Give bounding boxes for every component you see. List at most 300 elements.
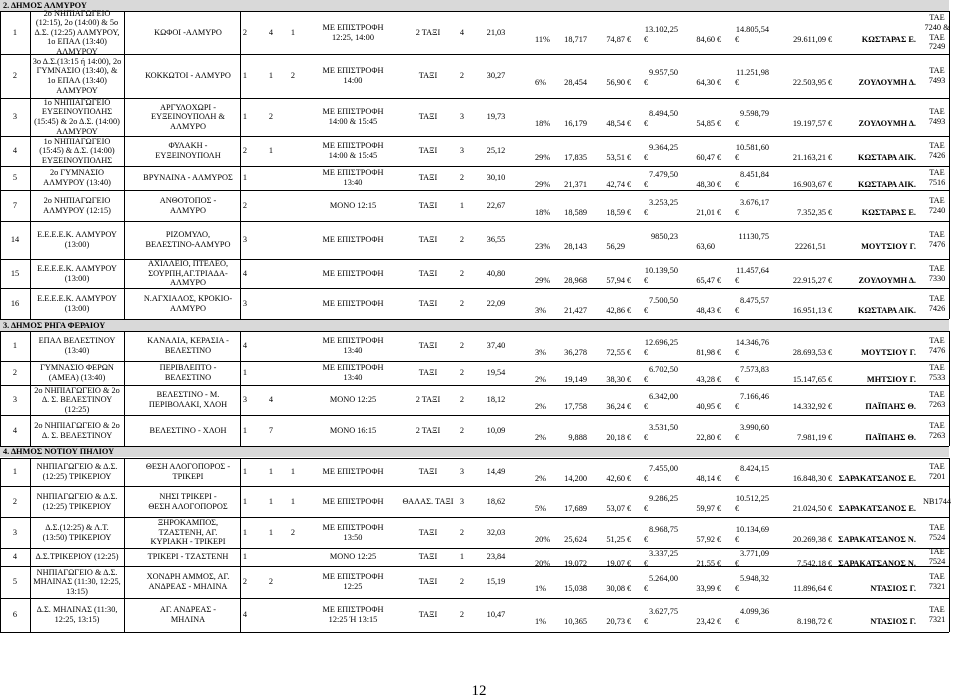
- annual-cost: 12.696,25: [644, 338, 678, 347]
- annual-with-vat: 10.512,25: [735, 493, 769, 503]
- annual-with-vat: 9.598,79: [739, 109, 769, 118]
- kilometers: 40,80: [486, 268, 506, 278]
- row-divider: [0, 54, 949, 55]
- euro-sign: €: [828, 119, 833, 128]
- daily-vat: 63,60: [696, 242, 715, 251]
- annual-with-vat: 14.805,54: [735, 24, 769, 34]
- daily-cost: 36,24: [606, 402, 625, 411]
- row-divider: [0, 190, 949, 191]
- euro-sign: €: [717, 584, 722, 593]
- euro-sign: €: [644, 78, 649, 87]
- annual-cost: 6.702,50: [648, 365, 678, 374]
- row-number: 5: [12, 577, 18, 587]
- total-cost: 22261,51: [794, 242, 826, 251]
- euro-sign: €: [828, 432, 833, 442]
- euro-sign: €: [735, 34, 740, 44]
- route-name: ΞΗΡΟΚΑΜΠΟΣ,: [157, 518, 219, 528]
- row-number: 3: [12, 527, 18, 537]
- kilometers: 37,40: [486, 341, 506, 351]
- euro-sign: €: [717, 432, 722, 442]
- total-cost: 29.611,09: [793, 34, 826, 44]
- annual-with-vat: 8.475,57: [739, 295, 769, 305]
- taxi-plate: ΤΑΕ: [929, 420, 945, 430]
- daily-vat: 65,47: [696, 275, 715, 285]
- annual-with-vat: 7.166,46: [739, 392, 769, 401]
- total-cost: 16.848,30: [792, 474, 826, 483]
- schedule: 13:40: [343, 178, 363, 187]
- euro-sign: €: [735, 432, 740, 442]
- taxi-plate: ΤΑΕ: [929, 363, 945, 373]
- schedule: 14:00: [343, 76, 363, 85]
- row-number: 4: [12, 425, 18, 435]
- vehicle-type: ΤΑΞΙ: [418, 112, 438, 122]
- daily-vat: 59,97: [696, 503, 715, 513]
- school-name: (13:00): [64, 240, 90, 249]
- count-a: 3: [242, 395, 248, 405]
- euro-sign: €: [717, 375, 722, 384]
- school-name: 2ο ΓΥΜΝΑΣΙΟ: [49, 168, 105, 178]
- discount-percent: 2%: [535, 474, 547, 483]
- euro-sign: €: [735, 153, 740, 162]
- taxi-plate: ΤΑΕ: [929, 336, 945, 346]
- route-name: ΑΓ. ΑΝΔΡΕΑΣ -: [159, 605, 217, 615]
- route-name: ΑΝΔΡΕΑΣ - ΜΗΛΙΝΑ: [148, 582, 228, 591]
- price-per-km: 17,835: [564, 153, 587, 162]
- euro-sign: €: [627, 305, 632, 315]
- route-name: ΝΗΣΙ ΤΡΙΚΕΡΙ -: [159, 491, 217, 501]
- taxi-plate: 7426: [928, 303, 946, 313]
- school-name: 1ο ΝΗΠΙΑΓΩΓΕΙΟ: [43, 97, 111, 107]
- count-c: 2: [290, 71, 296, 81]
- daily-vat: 23,42: [696, 617, 715, 626]
- schedule: 14:00 & 15:45: [328, 117, 378, 126]
- discount-percent: 3%: [535, 305, 547, 315]
- annual-with-vat: 3.990,60: [739, 422, 769, 432]
- trips: 3: [459, 112, 465, 122]
- taxi-plate: ΤΑΕ: [929, 168, 945, 178]
- section-header: [0, 0, 949, 11]
- taxi-plate: ΤΑΕ: [929, 572, 945, 582]
- euro-sign: €: [644, 348, 649, 357]
- euro-sign: €: [735, 348, 740, 357]
- discount-percent: 29%: [535, 153, 551, 162]
- count-c: 1: [290, 467, 296, 477]
- euro-sign: €: [627, 119, 632, 128]
- trips: 1: [459, 552, 465, 562]
- total-cost: 11.896,64: [793, 584, 826, 593]
- contractor-name: ΖΟΥΛΟΥΜΗ Δ.: [858, 78, 916, 87]
- contractor-name: ΖΟΥΛΟΥΜΗ Δ.: [858, 275, 916, 285]
- daily-cost: 30,08: [606, 584, 625, 593]
- route-name: ΒΕΛΕΣΤΙΝΟ-ΑΛΜΥΡΟ: [145, 240, 231, 249]
- kilometers: 30,27: [486, 71, 506, 81]
- schedule: ΜΕ ΕΠΙΣΤΡΟΦΗ: [322, 572, 384, 582]
- contractor-name: ΝΤΑΣΙΟΣ Γ.: [870, 617, 916, 626]
- row-number: 14: [10, 235, 20, 245]
- school-name: Δ. Σ. ΒΕΛΕΣΤΙΝΟΥ: [41, 430, 113, 440]
- annual-with-vat: 10.581,60: [735, 143, 769, 152]
- kilometers: 10,47: [486, 610, 506, 620]
- contractor-name: ΣΑΡΑΚΑΤΣΑΝΟΣ Ε.: [838, 474, 916, 483]
- row-divider: [0, 458, 949, 459]
- kilometers: 18,62: [486, 496, 506, 506]
- schedule: ΜΕ ΕΠΙΣΤΡΟΦΗ: [322, 107, 384, 117]
- vehicle-type: ΤΑΞΙ: [418, 298, 438, 308]
- taxi-plate: ΤΑΕ: [929, 195, 945, 205]
- euro-sign: €: [717, 78, 722, 87]
- euro-sign: €: [735, 375, 740, 384]
- price-per-km: 18,589: [564, 207, 587, 217]
- price-per-km: 15,038: [564, 584, 587, 593]
- discount-percent: 20%: [535, 534, 551, 544]
- taxi-plate: 7493: [928, 117, 946, 126]
- vehicle-type: ΤΑΞΙ: [418, 235, 438, 245]
- count-b: 7: [268, 425, 274, 435]
- vehicle-type: 2 ΤΑΞΙ: [415, 395, 441, 405]
- daily-vat: 21,01: [696, 207, 715, 217]
- column-divider: [0, 458, 1, 632]
- euro-sign: €: [644, 559, 649, 568]
- total-cost: 22.503,95: [792, 78, 826, 87]
- daily-vat: 21,55: [696, 559, 715, 568]
- annual-cost: 7.479,50: [648, 170, 678, 179]
- contractor-name: ΜΟΥΤΣΙΟΥ Γ.: [861, 348, 916, 357]
- euro-sign: €: [644, 207, 649, 217]
- euro-sign: €: [627, 402, 632, 411]
- daily-vat: 81,98: [696, 348, 715, 357]
- annual-with-vat: 11.457,64: [736, 265, 769, 275]
- count-a: 1: [242, 552, 248, 562]
- euro-sign: €: [644, 503, 649, 513]
- euro-sign: €: [828, 305, 833, 315]
- euro-sign: €: [627, 348, 632, 357]
- schedule: ΜΟΝΟ 16:15: [329, 425, 377, 435]
- taxi-plate: ΤΑΕ: [929, 263, 945, 273]
- school-name: ΑΛΜΥΡΟΥ (13:40): [43, 178, 111, 187]
- route-name: ΤΡΙΚΕΡΙ - ΤΖΑΣΤΕΝΗ: [147, 552, 229, 562]
- count-b: 1: [268, 146, 274, 156]
- daily-cost: 20,73: [606, 617, 625, 626]
- euro-sign: €: [828, 559, 833, 568]
- page-number: 12: [471, 683, 487, 699]
- column-divider: [949, 458, 950, 632]
- discount-percent: 6%: [535, 78, 547, 87]
- row-divider: [0, 331, 949, 332]
- row-number: 7: [12, 200, 18, 210]
- annual-cost: 9.364,25: [648, 143, 678, 152]
- school-name: ΕΥΞΕΙΝΟΥΠΟΛΗΣ: [41, 155, 113, 165]
- route-name: ΑΛΜΥΡΟ: [170, 205, 206, 215]
- euro-sign: €: [717, 534, 722, 544]
- annual-with-vat: 5.948,32: [739, 574, 769, 583]
- discount-percent: 2%: [535, 402, 547, 411]
- school-name: (15:45) & Δ.Σ. (14:00): [39, 146, 115, 156]
- trips: 2: [459, 298, 465, 308]
- euro-sign: €: [717, 207, 722, 217]
- euro-sign: €: [735, 305, 740, 315]
- euro-sign: €: [627, 617, 632, 626]
- schedule: ΜΕ ΕΠΙΣΤΡΟΦΗ: [322, 298, 384, 308]
- total-cost: 16.903,67: [792, 180, 826, 189]
- daily-cost: 56,90: [606, 78, 625, 87]
- section-title: 2. ΔΗΜΟΣ ΑΛΜΥΡΟΥ: [3, 1, 87, 10]
- annual-cost: 3.531,50: [648, 422, 678, 432]
- section-title: 3. ΔΗΜΟΣ ΡΗΓΑ ΦΕΡΑΙΟΥ: [3, 321, 106, 330]
- price-per-km: 21,427: [564, 305, 587, 315]
- count-a: 4: [242, 610, 248, 620]
- euro-sign: €: [644, 375, 649, 384]
- daily-vat: 84,60: [696, 34, 715, 44]
- taxi-plate: 7240 &: [924, 22, 950, 32]
- schedule: ΜΕ ΕΠΙΣΤΡΟΦΗ: [322, 496, 384, 506]
- column-divider: [30, 11, 31, 319]
- count-a: 1: [242, 173, 248, 183]
- vehicle-type: ΤΑΞΙ: [418, 368, 438, 378]
- school-name: ΝΗΠΙΑΓΩΓΕΙΟ & Δ.Σ.: [36, 462, 118, 472]
- euro-sign: €: [627, 153, 632, 162]
- euro-sign: €: [644, 305, 649, 315]
- schedule: ΜΕ ΕΠΙΣΤΡΟΦΗ: [322, 605, 384, 615]
- count-a: 4: [242, 268, 248, 278]
- trips: 2: [459, 235, 465, 245]
- route-name: ΒΕΛΕΣΤΙΝΟ - ΧΛΟΗ: [149, 425, 227, 435]
- school-name: 2ο ΝΗΠΙΑΓΩΓΕΙΟ & 2ο: [34, 420, 120, 430]
- euro-sign: €: [717, 402, 722, 411]
- school-name: 1ο ΕΠΑΛ (13:40): [47, 76, 107, 85]
- row-divider: [0, 632, 949, 633]
- route-name: ΧΟΝΔΡΗ ΑΜΜΟΣ, ΑΓ.: [146, 572, 230, 582]
- euro-sign: €: [627, 375, 632, 384]
- taxi-plate: 7263: [928, 430, 946, 440]
- row-divider: [0, 288, 949, 289]
- daily-cost: 56,29: [606, 242, 625, 251]
- kilometers: 36,55: [486, 235, 506, 245]
- price-per-km: 28,454: [564, 78, 587, 87]
- contractor-name: ΚΩΣΤΑΡΑ ΑΙΚ.: [858, 153, 916, 162]
- euro-sign: €: [644, 474, 649, 483]
- school-name: (12:25) ΤΡΙΚΕΡΙΟΥ: [42, 501, 112, 511]
- euro-sign: €: [717, 474, 722, 483]
- count-a: 1: [242, 368, 248, 378]
- schedule: 13:40: [343, 373, 363, 382]
- annual-cost: 9.957,50: [648, 68, 678, 77]
- euro-sign: €: [828, 534, 833, 544]
- route-name: ΑΡΓΥΛΟΧΩΡΙ -: [159, 102, 217, 112]
- euro-sign: €: [717, 559, 722, 568]
- column-divider: [124, 458, 125, 632]
- school-name: (13:40): [64, 346, 90, 355]
- total-cost: 15.147,65: [792, 375, 826, 384]
- route-name: ΕΥΞΕΙΝΟΥΠΟΛΗ: [155, 151, 221, 160]
- row-divider: [0, 385, 949, 386]
- taxi-plate: 7524: [928, 557, 946, 566]
- euro-sign: €: [828, 180, 833, 189]
- route-name: ΚΑΝΑΛΙΑ, ΚΕΡΑΣΙΑ -: [147, 336, 229, 346]
- route-name: ΡΙΖΟΜΥΛΟ,: [165, 230, 211, 240]
- euro-sign: €: [717, 119, 722, 128]
- school-name: (13:50) ΤΡΙΚΕΡΙΟΥ: [42, 532, 112, 542]
- annual-with-vat: 8.451,84: [739, 170, 769, 179]
- daily-vat: 64,30: [696, 78, 715, 87]
- row-divider: [0, 598, 949, 599]
- school-name: (13:00): [64, 273, 90, 283]
- trips: 2: [459, 71, 465, 81]
- count-b: 4: [268, 395, 274, 405]
- euro-sign: €: [828, 474, 833, 483]
- trips: 1: [459, 200, 465, 210]
- vehicle-type: ΤΑΞΙ: [418, 577, 438, 587]
- price-per-km: 17,689: [564, 503, 587, 513]
- trips: 3: [459, 467, 465, 477]
- daily-cost: 19,07: [606, 559, 625, 568]
- schedule: 12:25, 14:00: [332, 32, 374, 42]
- daily-cost: 72,55: [606, 348, 625, 357]
- annual-cost: 6.342,00: [648, 392, 678, 401]
- vehicle-type: ΤΑΞΙ: [418, 467, 438, 477]
- column-divider: [0, 331, 1, 446]
- contractor-name: ΣΑΡΑΚΑΤΣΑΝΟΣ Ν.: [838, 534, 916, 544]
- taxi-plate: ΤΑΕ: [929, 547, 945, 557]
- row-divider: [0, 415, 949, 416]
- kilometers: 10,09: [486, 425, 506, 435]
- column-divider: [240, 331, 241, 446]
- euro-sign: €: [828, 584, 833, 593]
- contractor-name: ΚΩΣΤΑΡΑ ΑΙΚ.: [858, 180, 916, 189]
- school-name: 2ο ΝΗΠΙΑΓΩΓΕΙΟ & 2ο: [34, 385, 120, 395]
- discount-percent: 29%: [535, 275, 551, 285]
- daily-cost: 74,87: [606, 34, 625, 44]
- row-divider: [0, 517, 949, 518]
- discount-percent: 1%: [535, 617, 547, 626]
- discount-percent: 23%: [535, 242, 551, 251]
- kilometers: 30,10: [486, 173, 506, 183]
- discount-percent: 2%: [535, 375, 547, 384]
- euro-sign: €: [717, 503, 722, 513]
- taxi-plate: ΤΑΕ: [929, 13, 945, 23]
- trips: 2: [459, 341, 465, 351]
- annual-cost: 7.455,00: [648, 464, 678, 473]
- row-number: 15: [10, 268, 20, 278]
- euro-sign: €: [735, 617, 740, 626]
- euro-sign: €: [735, 275, 740, 285]
- route-name: ΚΟΚΚΩΤΟΙ - ΑΛΜΥΡΟ: [145, 71, 231, 81]
- count-b: 2: [268, 577, 274, 587]
- daily-vat: 54,85: [696, 119, 715, 128]
- count-b: 1: [268, 71, 274, 81]
- schedule: ΜΕ ΕΠΙΣΤΡΟΦΗ: [322, 268, 384, 278]
- row-number: 6: [12, 610, 18, 620]
- kilometers: 18,12: [486, 395, 506, 405]
- euro-sign: €: [828, 503, 833, 513]
- annual-cost: 8.968,75: [648, 524, 678, 534]
- discount-percent: 2%: [535, 432, 547, 442]
- route-name: ΑΧΙΛΛΕΙΟ, ΠΤΕΛΕΟ,: [147, 259, 229, 269]
- count-a: 2: [242, 577, 248, 587]
- trips: 2: [459, 425, 465, 435]
- route-name: ΑΛΜΥΡΟ: [170, 278, 206, 288]
- count-b: 4: [268, 27, 274, 37]
- route-name: ΦΥΛΑΚΗ -: [168, 141, 208, 151]
- route-name: ΘΕΣΗ ΑΛΟΓΟΠΟΡΟΣ -: [145, 462, 231, 472]
- route-name: ΒΕΛΕΣΤΙΝΟ: [164, 346, 212, 355]
- row-divider: [0, 486, 949, 487]
- taxi-plate: ΤΑΕ: [929, 230, 945, 240]
- taxi-plate: ΤΑΕ: [929, 605, 945, 615]
- euro-sign: €: [735, 503, 740, 513]
- annual-cost: 3.627,75: [648, 607, 678, 616]
- annual-with-vat: 10.134,69: [735, 524, 769, 534]
- column-divider: [949, 331, 950, 446]
- annual-with-vat: 11130,75: [738, 232, 769, 241]
- schedule: ΜΕ ΕΠΙΣΤΡΟΦΗ: [322, 141, 384, 151]
- count-b: 2: [268, 112, 274, 122]
- price-per-km: 19,072: [564, 559, 587, 568]
- total-cost: 7.981,19: [796, 432, 826, 442]
- schedule: ΜΕ ΕΠΙΣΤΡΟΦΗ: [322, 22, 384, 32]
- row-number: 1: [12, 27, 18, 37]
- route-name: ΑΝΘΟΤΟΠΟΣ -: [159, 195, 217, 205]
- price-per-km: 25,624: [564, 534, 587, 544]
- kilometers: 14,49: [486, 467, 506, 477]
- school-name: (13:00): [64, 303, 90, 313]
- euro-sign: €: [735, 584, 740, 593]
- price-per-km: 18,717: [564, 34, 587, 44]
- kilometers: 25,12: [486, 146, 506, 156]
- taxi-plate: 7426: [928, 151, 946, 160]
- euro-sign: €: [735, 534, 740, 544]
- taxi-plate: 7263: [928, 400, 946, 409]
- route-name: ΜΗΛΙΝΑ: [170, 615, 206, 624]
- euro-sign: €: [644, 534, 649, 544]
- euro-sign: €: [644, 432, 649, 442]
- price-per-km: 21,371: [564, 180, 587, 189]
- school-name: Δ.Σ. ΜΗΛΙΝΑΣ (11:30,: [36, 605, 118, 615]
- school-name: 13:15): [66, 586, 88, 596]
- daily-cost: 53,07: [606, 503, 625, 513]
- trips: 2: [459, 395, 465, 405]
- euro-sign: €: [627, 207, 632, 217]
- section-header: [0, 446, 949, 457]
- count-a: 1: [242, 425, 248, 435]
- euro-sign: €: [828, 275, 833, 285]
- euro-sign: €: [644, 617, 649, 626]
- schedule: ΜΕ ΕΠΙΣΤΡΟΦΗ: [322, 66, 384, 76]
- vehicle-type: ΘΑΛΑΣ. ΤΑΞΙ: [402, 496, 454, 506]
- euro-sign: €: [735, 207, 740, 217]
- daily-cost: 18,59: [606, 207, 625, 217]
- annual-with-vat: 3.771,09: [739, 549, 769, 558]
- price-per-km: 9,888: [568, 432, 587, 442]
- school-name: ΑΛΜΥΡΟΥ: [56, 126, 98, 136]
- schedule: 12:25: [343, 582, 363, 591]
- row-divider: [0, 11, 949, 12]
- euro-sign: €: [644, 584, 649, 593]
- kilometers: 23,84: [486, 552, 506, 562]
- row-number: 16: [10, 298, 20, 308]
- school-name: 1ο ΕΠΑΛ (13:40): [47, 37, 107, 47]
- row-number: 1: [12, 467, 18, 477]
- daily-cost: 20,18: [606, 432, 625, 442]
- school-name: 12:25, 13:15): [54, 615, 100, 624]
- school-name: (ΑΜΕΑ) (13:40): [48, 373, 106, 382]
- route-name: ΤΡΙΚΕΡΙ: [172, 472, 204, 481]
- contractor-name: ΝΤΑΣΙΟΣ Γ.: [870, 584, 916, 593]
- route-name: ΑΛΜΥΡΟ: [170, 121, 206, 131]
- daily-cost: 38,30: [606, 375, 625, 384]
- daily-vat: 57,92: [696, 534, 715, 544]
- annual-with-vat: 8.424,15: [739, 464, 769, 473]
- row-divider: [0, 446, 949, 447]
